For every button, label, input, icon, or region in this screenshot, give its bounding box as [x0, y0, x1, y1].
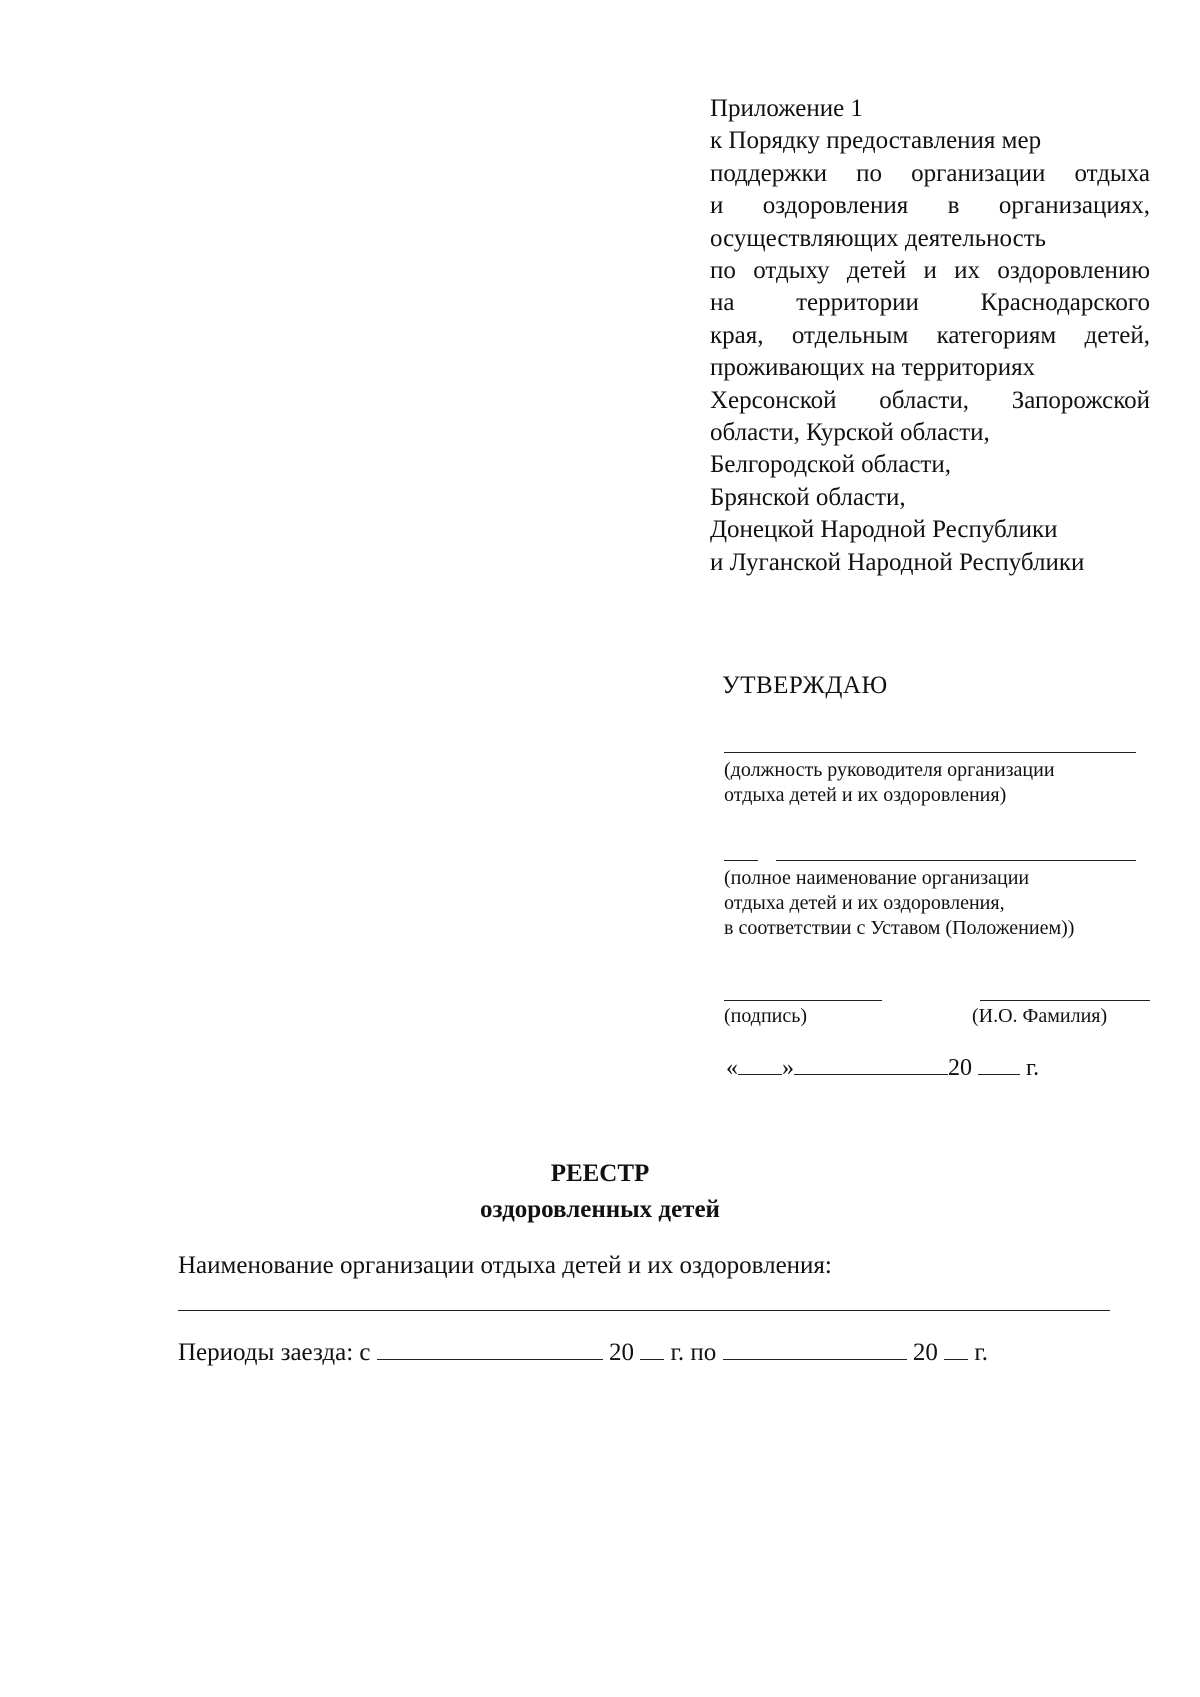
name-line[interactable] [980, 1000, 1150, 1001]
periods-end: г. [974, 1339, 988, 1366]
org-line-short[interactable] [724, 860, 758, 861]
periods-year-prefix-2: 20 [912, 1339, 938, 1366]
position-caption-line: (должность руководителя организации [724, 759, 1055, 781]
document-title: РЕЕСТР [550, 1160, 650, 1187]
date-year-field[interactable] [978, 1052, 1020, 1075]
appendix-line: и Луганской Народной Республики [710, 548, 1085, 576]
appendix-line: проживающих на территориях [710, 354, 1036, 382]
date-year-suffix: г. [1026, 1055, 1040, 1081]
org-caption-line: (полное наименование организации [724, 867, 1030, 889]
appendix-line: и оздоровления в организациях, [710, 192, 1150, 220]
signature-line[interactable] [724, 1000, 882, 1001]
position-caption-line: отдыха детей и их оздоровления) [724, 784, 1007, 806]
appendix-line: Приложение 1 [710, 95, 863, 122]
appendix-line: края, отдельным категориям детей, [710, 321, 1150, 349]
appendix-line: Донецкой Народной Республики [710, 516, 1058, 544]
document-subtitle: оздоровленных детей [480, 1196, 720, 1223]
approval-date [726, 1052, 1039, 1082]
signature-caption: (подпись) [724, 1005, 808, 1027]
date-open-quote: « [726, 1055, 738, 1081]
org-caption-line: в соответствии с Уставом (Положением)) [724, 917, 1075, 939]
org-name-line[interactable] [178, 1310, 1110, 1311]
org-line[interactable] [776, 860, 1136, 861]
appendix-line: Белгородской области, [710, 451, 951, 479]
appendix-line: области, Курской области, [710, 419, 990, 447]
appendix-block [710, 93, 1150, 579]
periods-label: Периоды заезда: с [178, 1339, 371, 1366]
date-day-field[interactable] [738, 1052, 782, 1075]
period-end-field[interactable] [723, 1337, 907, 1360]
periods-middle: г. по [670, 1339, 717, 1366]
period-start-year-field[interactable] [640, 1337, 664, 1360]
org-caption-line: отдыха детей и их оздоровления, [724, 892, 1005, 914]
appendix-line: поддержки по организации отдыха [710, 159, 1150, 187]
period-start-field[interactable] [377, 1337, 603, 1360]
appendix-line: Брянской области, [710, 483, 906, 511]
appendix-line: к Порядку предоставления мер [710, 127, 1042, 155]
date-close-quote: » [782, 1055, 794, 1081]
periods-row [178, 1337, 988, 1367]
position-caption [724, 758, 1055, 808]
appendix-line: Херсонской области, Запорожской [710, 386, 1150, 414]
org-name-label: Наименование организации отдыха детей и их оздоровления: [178, 1252, 832, 1279]
period-end-year-field[interactable] [944, 1337, 968, 1360]
org-caption [724, 866, 1074, 941]
appendix-line: по отдыху детей и их оздоровлению [710, 257, 1150, 285]
name-caption: (И.О. Фамилия) [972, 1005, 1108, 1027]
date-year-prefix: 20 [948, 1055, 972, 1081]
periods-year-prefix-1: 20 [608, 1339, 634, 1366]
appendix-line: осуществляющих деятельность [710, 224, 1047, 252]
approval-title: УТВЕРЖДАЮ [722, 672, 888, 699]
position-line[interactable] [724, 752, 1136, 753]
date-month-field[interactable] [794, 1052, 948, 1075]
appendix-line: на территории Краснодарского [710, 289, 1150, 317]
